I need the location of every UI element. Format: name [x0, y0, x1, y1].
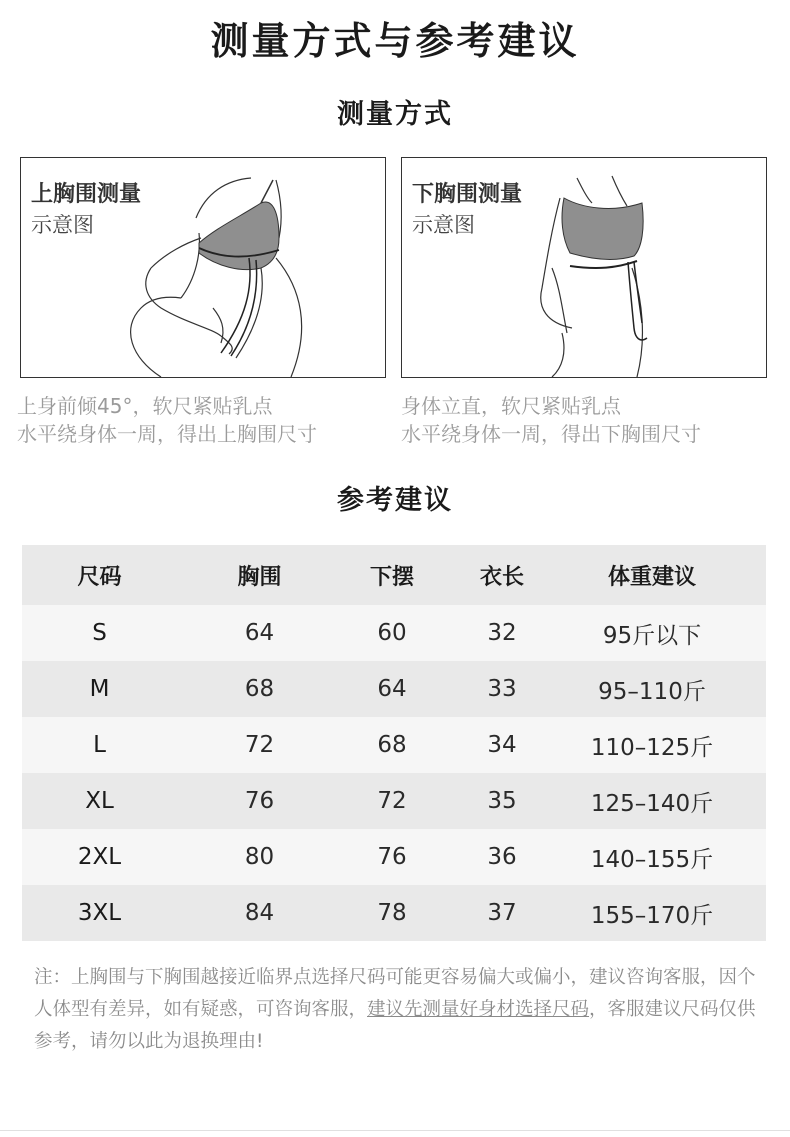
lower-bust-figure-subtitle: 示意图: [412, 213, 475, 237]
header-hem: 下摆: [369, 564, 414, 590]
cell-hem: 60: [377, 620, 407, 646]
lower-bust-caption-line2: 水平绕身体一周，得出下胸围尺寸: [401, 422, 701, 446]
cell-weight: 110–125斤: [590, 734, 714, 761]
lower-bust-caption-line1: 身体立直，软尺紧贴乳点: [401, 394, 621, 418]
lower-bust-caption: [401, 392, 701, 448]
cell-size: L: [93, 732, 106, 758]
table-row: [22, 773, 766, 829]
table-row: [22, 885, 766, 941]
size-table: [22, 545, 766, 941]
cell-size: S: [92, 620, 107, 646]
upper-bust-caption-line2: 水平绕身体一周，得出上胸围尺寸: [17, 422, 317, 446]
cell-hem: 72: [377, 788, 407, 814]
cell-bust: 68: [244, 676, 275, 702]
cell-weight: 125–140斤: [590, 790, 714, 817]
cell-weight: 140–155斤: [590, 846, 714, 873]
cell-size: XL: [85, 788, 114, 814]
cell-hem: 68: [377, 732, 407, 758]
cell-hem: 64: [377, 676, 407, 702]
upper-bust-figure-title: 上胸围测量: [31, 182, 142, 207]
cell-hem: 78: [377, 900, 407, 926]
cell-weight: 95斤以下: [602, 622, 702, 649]
table-row: [22, 661, 766, 717]
header-bust: 胸围: [237, 564, 282, 590]
note-text-start: 注：上胸围与下胸围越接近临界点选择尺码可能更容易偏大或偏小，建议咨询客服，因个人体型有差异，如有疑惑，可咨询客服，: [34, 967, 756, 1020]
cell-length: 35: [487, 788, 517, 814]
lower-bust-figure-title: 下胸围测量: [412, 182, 523, 207]
header-length: 衣长: [479, 564, 524, 590]
note-underlined-advice: 建议先测量好身材选择尺码: [367, 999, 590, 1020]
table-row: [22, 829, 766, 885]
cell-bust: 80: [244, 844, 275, 870]
upper-bust-caption-line1: 上身前倾45°，软尺紧贴乳点: [17, 394, 273, 418]
cell-length: 34: [487, 732, 517, 758]
header-size: 尺码: [77, 564, 122, 590]
measure-section-title: 测量方式: [337, 99, 453, 130]
table-header-row: [22, 545, 766, 605]
cell-length: 32: [487, 620, 517, 646]
table-row: [22, 717, 766, 773]
cell-weight: 155–170斤: [590, 902, 714, 929]
table-row: [22, 605, 766, 661]
cell-size: M: [89, 676, 110, 702]
upper-bust-figure: [20, 157, 386, 378]
note-text-end: ，客服建议尺码仅供参考，请勿以此为退换理由!: [34, 999, 756, 1052]
lower-bust-figure: [401, 157, 767, 378]
cell-bust: 72: [244, 732, 275, 758]
cell-weight: 95–110斤: [598, 678, 706, 705]
header-weight: 体重建议: [607, 564, 696, 590]
cell-bust: 64: [244, 620, 275, 646]
cell-size: 2XL: [77, 844, 122, 870]
cell-bust: 84: [244, 900, 275, 926]
cell-length: 36: [487, 844, 517, 870]
upper-bust-figure-subtitle: 示意图: [31, 213, 94, 237]
upper-bust-caption: [17, 392, 317, 448]
cell-length: 37: [487, 900, 517, 926]
reference-section-title: 参考建议: [337, 485, 453, 516]
cell-size: 3XL: [77, 900, 122, 926]
bottom-divider: [0, 1130, 790, 1131]
cell-hem: 76: [377, 844, 407, 870]
size-note: [34, 962, 764, 1058]
cell-bust: 76: [244, 788, 275, 814]
cell-length: 33: [487, 676, 517, 702]
page-title: 测量方式与参考建议: [210, 19, 580, 63]
